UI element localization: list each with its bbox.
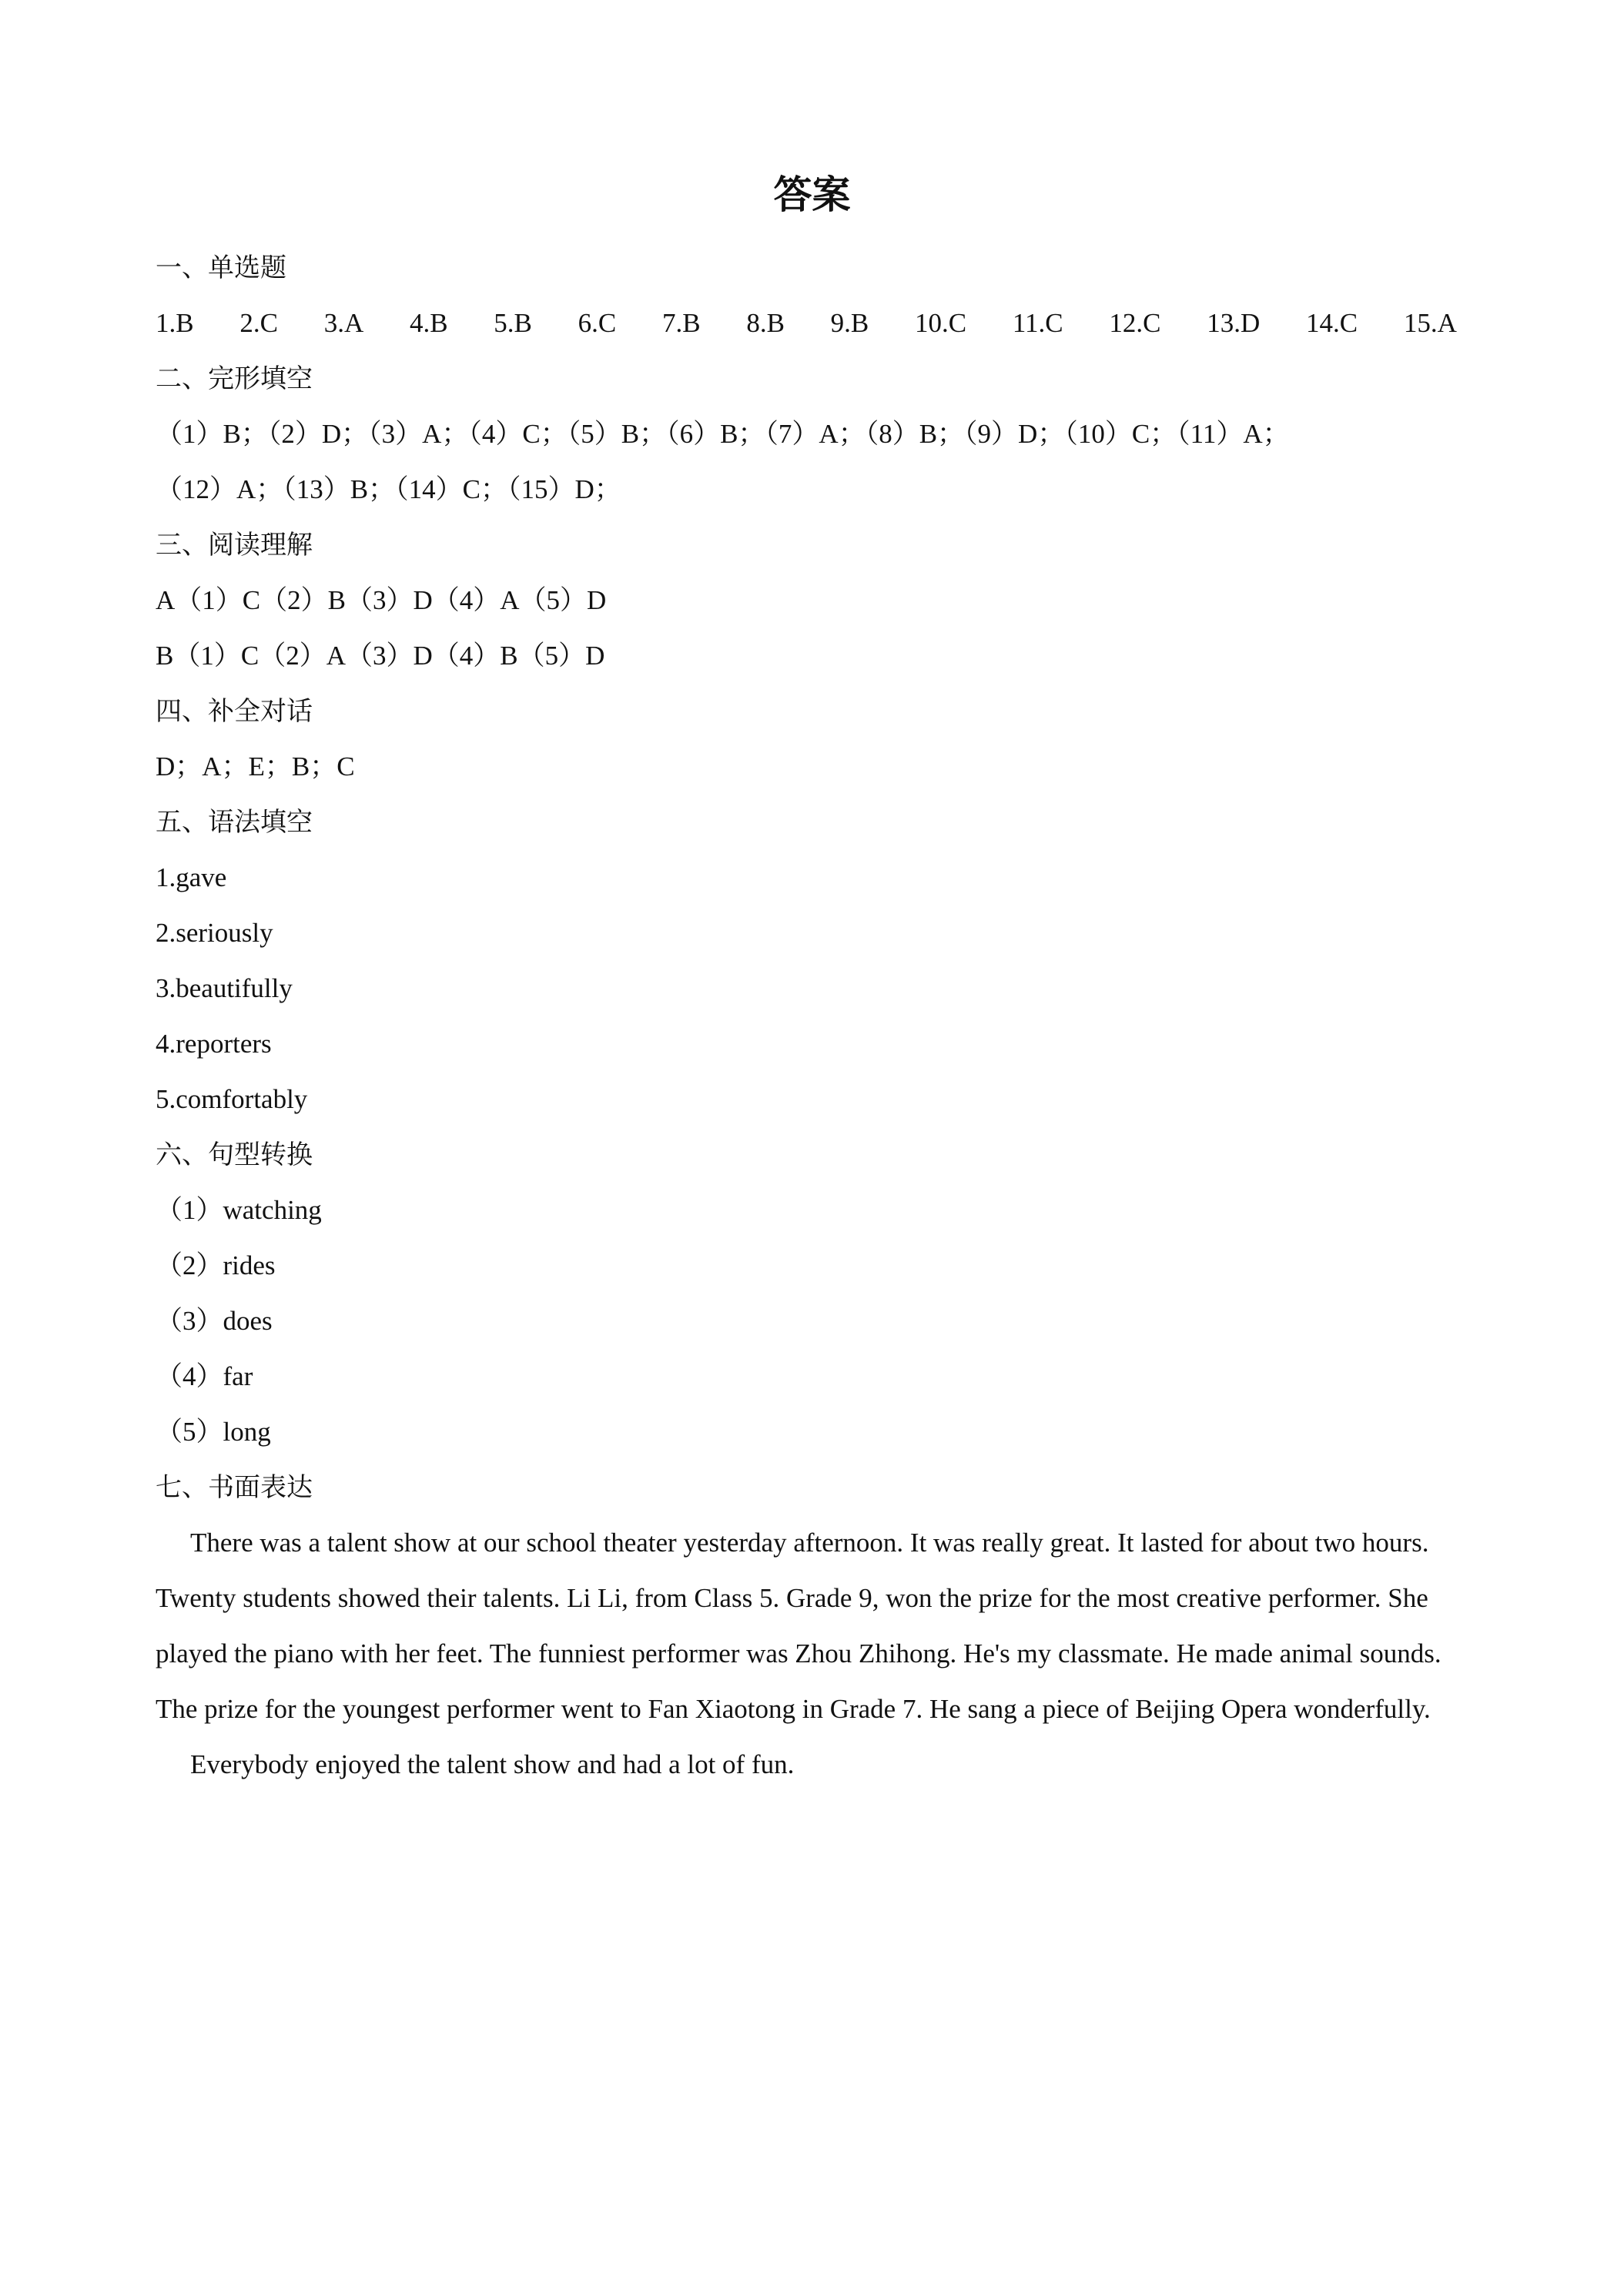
grammar-answer: 5.comfortably <box>156 1084 308 1114</box>
transform-answer: （4）far <box>156 1361 253 1391</box>
grammar-answer: 2.seriously <box>156 918 273 948</box>
cloze-answers-line-2: （12）A；（13）B；（14）C；（15）D； <box>156 474 621 504</box>
answer-item: 6.C <box>578 308 617 338</box>
grammar-answer: 3.beautifully <box>156 973 293 1003</box>
answer-content <box>156 240 1480 1792</box>
grammar-answer: 4.reporters <box>156 1029 272 1059</box>
writing-paragraph-1: There was a talent show at our school theater yesterday afternoon. It was really great. It lasted for about two hours. Twenty students showed their talents. Li Li, from Class 5. Grade 9, won the prize for the most creative performer. She played the piano with her feet. The funniest performer was Zhou Zhihong. He's my classmate. He made animal sounds. The prize for the youngest performer went to Fan Xiaotong in Grade 7. He sang a piece of Beijing Opera wonderfully. <box>156 1528 1442 1724</box>
single-choice-answers <box>156 296 1457 351</box>
answer-item: 14.C <box>1306 308 1358 338</box>
answer-item: 4.B <box>409 308 448 338</box>
cloze-answers-line-1: （1）B；（2）D；（3）A；（4）C；（5）B；（6）B；（7）A；（8）B；（9）D；（10）C；（11）A； <box>156 419 1290 449</box>
transform-answer: （2）rides <box>156 1250 276 1280</box>
answer-item: 8.B <box>746 308 785 338</box>
section-heading-writing: 七、书面表达 <box>156 1472 313 1503</box>
section-heading-single-choice: 一、单选题 <box>156 253 286 283</box>
transform-answer: （3）does <box>156 1306 273 1336</box>
answer-item: 12.C <box>1109 308 1161 338</box>
section-heading-cloze: 二、完形填空 <box>156 363 313 394</box>
section-heading-reading: 三、阅读理解 <box>156 530 313 561</box>
transform-answer: （5）long <box>156 1417 271 1447</box>
answer-item: 5.B <box>494 308 532 338</box>
page-title: 答案 <box>773 172 851 217</box>
reading-answers-a: A（1）C（2）B（3）D（4）A（5）D <box>156 585 607 615</box>
answer-item: 9.B <box>830 308 869 338</box>
answer-item: 1.B <box>156 308 194 338</box>
dialogue-answers: D；A；E；B；C <box>156 751 355 782</box>
section-heading-dialogue: 四、补全对话 <box>156 696 313 727</box>
answer-item: 2.C <box>239 308 278 338</box>
answer-item: 10.C <box>915 308 967 338</box>
reading-answers-b: B（1）C（2）A（3）D（4）B（5）D <box>156 641 605 671</box>
answer-item: 7.B <box>661 308 701 338</box>
answer-item: 3.A <box>323 308 364 338</box>
section-heading-sentence-transform: 六、句型转换 <box>156 1140 313 1170</box>
grammar-answer: 1.gave <box>156 862 227 892</box>
answer-item: 11.C <box>1012 308 1063 338</box>
section-heading-grammar: 五、语法填空 <box>156 807 313 838</box>
writing-paragraph-2: Everybody enjoyed the talent show and had a lot of fun. <box>190 1749 795 1779</box>
answer-item: 13.D <box>1207 308 1261 338</box>
answer-item: 15.A <box>1403 308 1457 338</box>
transform-answer: （1）watching <box>156 1195 322 1225</box>
